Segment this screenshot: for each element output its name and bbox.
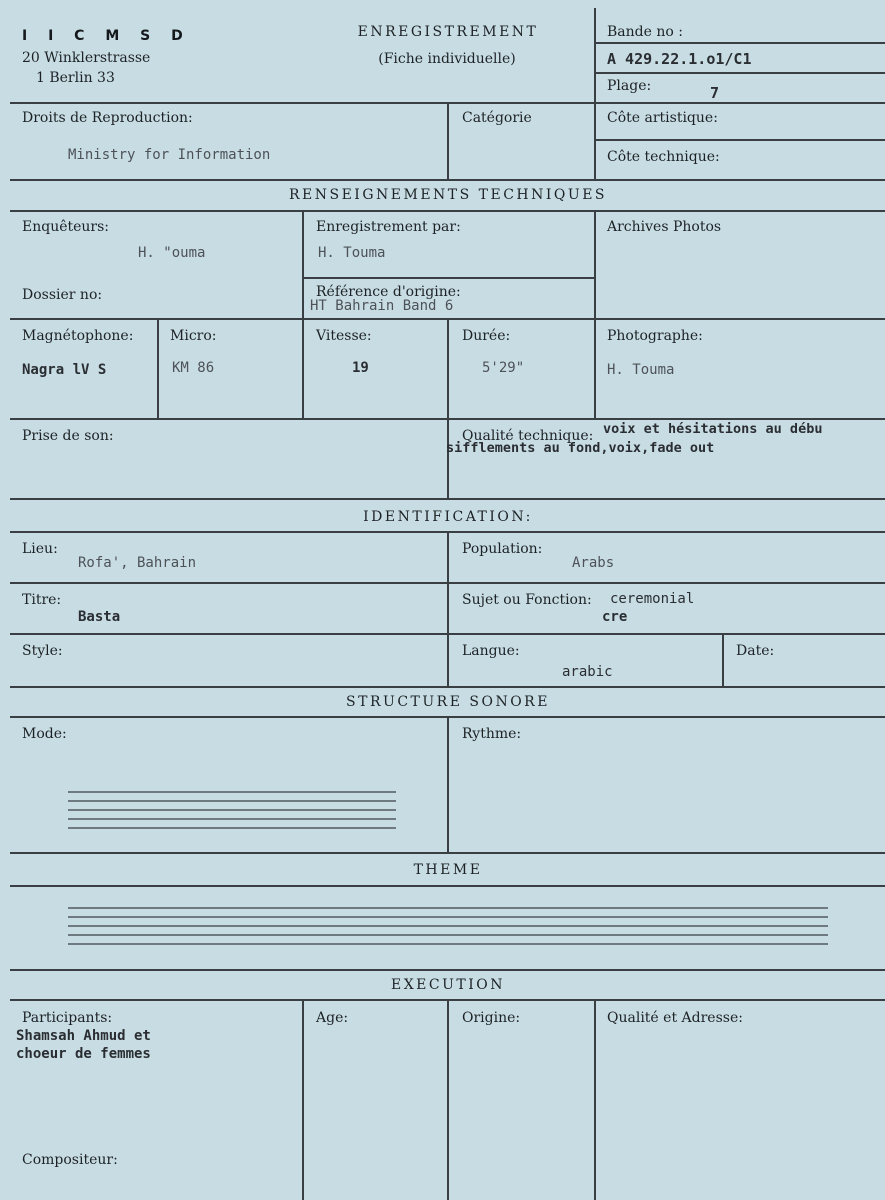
rule	[447, 716, 449, 852]
rule	[10, 969, 885, 971]
duree-label: Durée:	[462, 328, 511, 344]
rule	[447, 102, 449, 180]
mode-label: Mode:	[22, 726, 67, 742]
reference-label: Référence d'origine:	[316, 284, 461, 300]
theme-heading: THEME	[413, 862, 483, 878]
vitesse-label: Vitesse:	[316, 328, 372, 344]
categorie-label: Catégorie	[462, 110, 532, 126]
vitesse-value: 19	[352, 360, 369, 376]
enqueteurs-label: Enquêteurs:	[22, 219, 110, 235]
participants-label: Participants:	[22, 1010, 113, 1026]
rule	[595, 139, 885, 141]
cote-technique-label: Côte technique:	[607, 149, 720, 165]
enregistrement-par-value: H. Touma	[318, 245, 386, 261]
photographe-label: Photographe:	[607, 328, 703, 344]
dossier-label: Dossier no:	[22, 287, 103, 303]
langue-value: arabic	[562, 664, 613, 680]
qualite-adresse-label: Qualité et Adresse:	[607, 1010, 743, 1026]
cote-artistique-label: Côte artistique:	[607, 110, 718, 126]
droits-value: Ministry for Information	[68, 147, 271, 163]
archives-photos-label: Archives Photos	[607, 219, 722, 235]
rule	[302, 210, 304, 418]
technical-heading: RENSEIGNEMENTS TECHNIQUES	[288, 187, 608, 203]
address-line-1: 20 Winklerstrasse	[22, 50, 151, 66]
langue-label: Langue:	[462, 643, 520, 659]
rule	[595, 72, 885, 74]
duree-value: 5'29"	[482, 360, 525, 376]
rythme-label: Rythme:	[462, 726, 522, 742]
identification-heading: IDENTIFICATION:	[363, 509, 533, 525]
qualite-technique-value-2: sifflements au fond,voix,fade out	[446, 440, 715, 456]
micro-label: Micro:	[170, 328, 217, 344]
rule	[10, 210, 885, 212]
rule	[722, 633, 724, 686]
plage-value: 7	[710, 84, 720, 102]
rule	[595, 42, 885, 44]
magnetophone-label: Magnétophone:	[22, 328, 134, 344]
population-label: Population:	[462, 541, 543, 557]
participants-value-1: Shamsah Ahmud et	[16, 1028, 151, 1044]
participants-value-2: choeur de femmes	[16, 1046, 151, 1062]
bande-value: A 429.22.1.o1/C1	[607, 50, 752, 68]
rule	[10, 885, 885, 887]
rule	[594, 999, 596, 1200]
qualite-technique-label: Qualité technique:	[462, 428, 594, 444]
mode-staff	[68, 790, 396, 832]
micro-value: KM 86	[172, 360, 215, 376]
sujet-value-2: cre	[602, 609, 628, 625]
rule	[447, 999, 449, 1200]
qualite-technique-value-1: voix et hésitations au débu	[603, 421, 823, 437]
age-label: Age:	[316, 1010, 349, 1026]
structure-heading: STRUCTURE SONORE	[346, 694, 550, 710]
rule	[447, 531, 449, 686]
sujet-value-1: ceremonial	[610, 591, 695, 607]
rule	[447, 318, 449, 498]
rule	[10, 686, 885, 688]
enqueteurs-value: H. "ouma	[138, 245, 206, 261]
rule	[303, 277, 595, 279]
lieu-value: Rofa', Bahrain	[78, 555, 197, 571]
compositeur-label: Compositeur:	[22, 1152, 118, 1168]
rule	[302, 999, 304, 1200]
plage-label: Plage:	[607, 78, 652, 94]
sujet-label: Sujet ou Fonction:	[462, 592, 592, 608]
bande-label: Bande no :	[607, 24, 683, 40]
theme-staff	[68, 906, 828, 948]
titre-value: Basta	[78, 609, 121, 625]
style-label: Style:	[22, 643, 63, 659]
rule	[10, 852, 885, 854]
prise-de-son-label: Prise de son:	[22, 428, 114, 444]
origine-label: Origine:	[462, 1010, 521, 1026]
population-value: Arabs	[572, 555, 615, 571]
date-label: Date:	[736, 643, 775, 659]
enregistrement-par-label: Enregistrement par:	[316, 219, 461, 235]
rule	[594, 8, 596, 180]
form-subtitle: (Fiche individuelle)	[378, 51, 516, 67]
titre-label: Titre:	[22, 592, 62, 608]
photographe-value: H. Touma	[607, 362, 675, 378]
reference-value: HT Bahrain Band 6	[310, 298, 454, 314]
droits-label: Droits de Reproduction:	[22, 110, 193, 126]
lieu-label: Lieu:	[22, 541, 58, 557]
form-title: ENREGISTREMENT	[357, 24, 539, 40]
magnetophone-value: Nagra lV S	[22, 362, 107, 378]
institute-logo: I I C M S D	[22, 28, 191, 44]
rule	[594, 210, 596, 418]
rule	[157, 318, 159, 418]
rule	[10, 498, 885, 500]
execution-heading: EXECUTION	[390, 977, 506, 993]
address-line-2: 1 Berlin 33	[36, 70, 115, 86]
